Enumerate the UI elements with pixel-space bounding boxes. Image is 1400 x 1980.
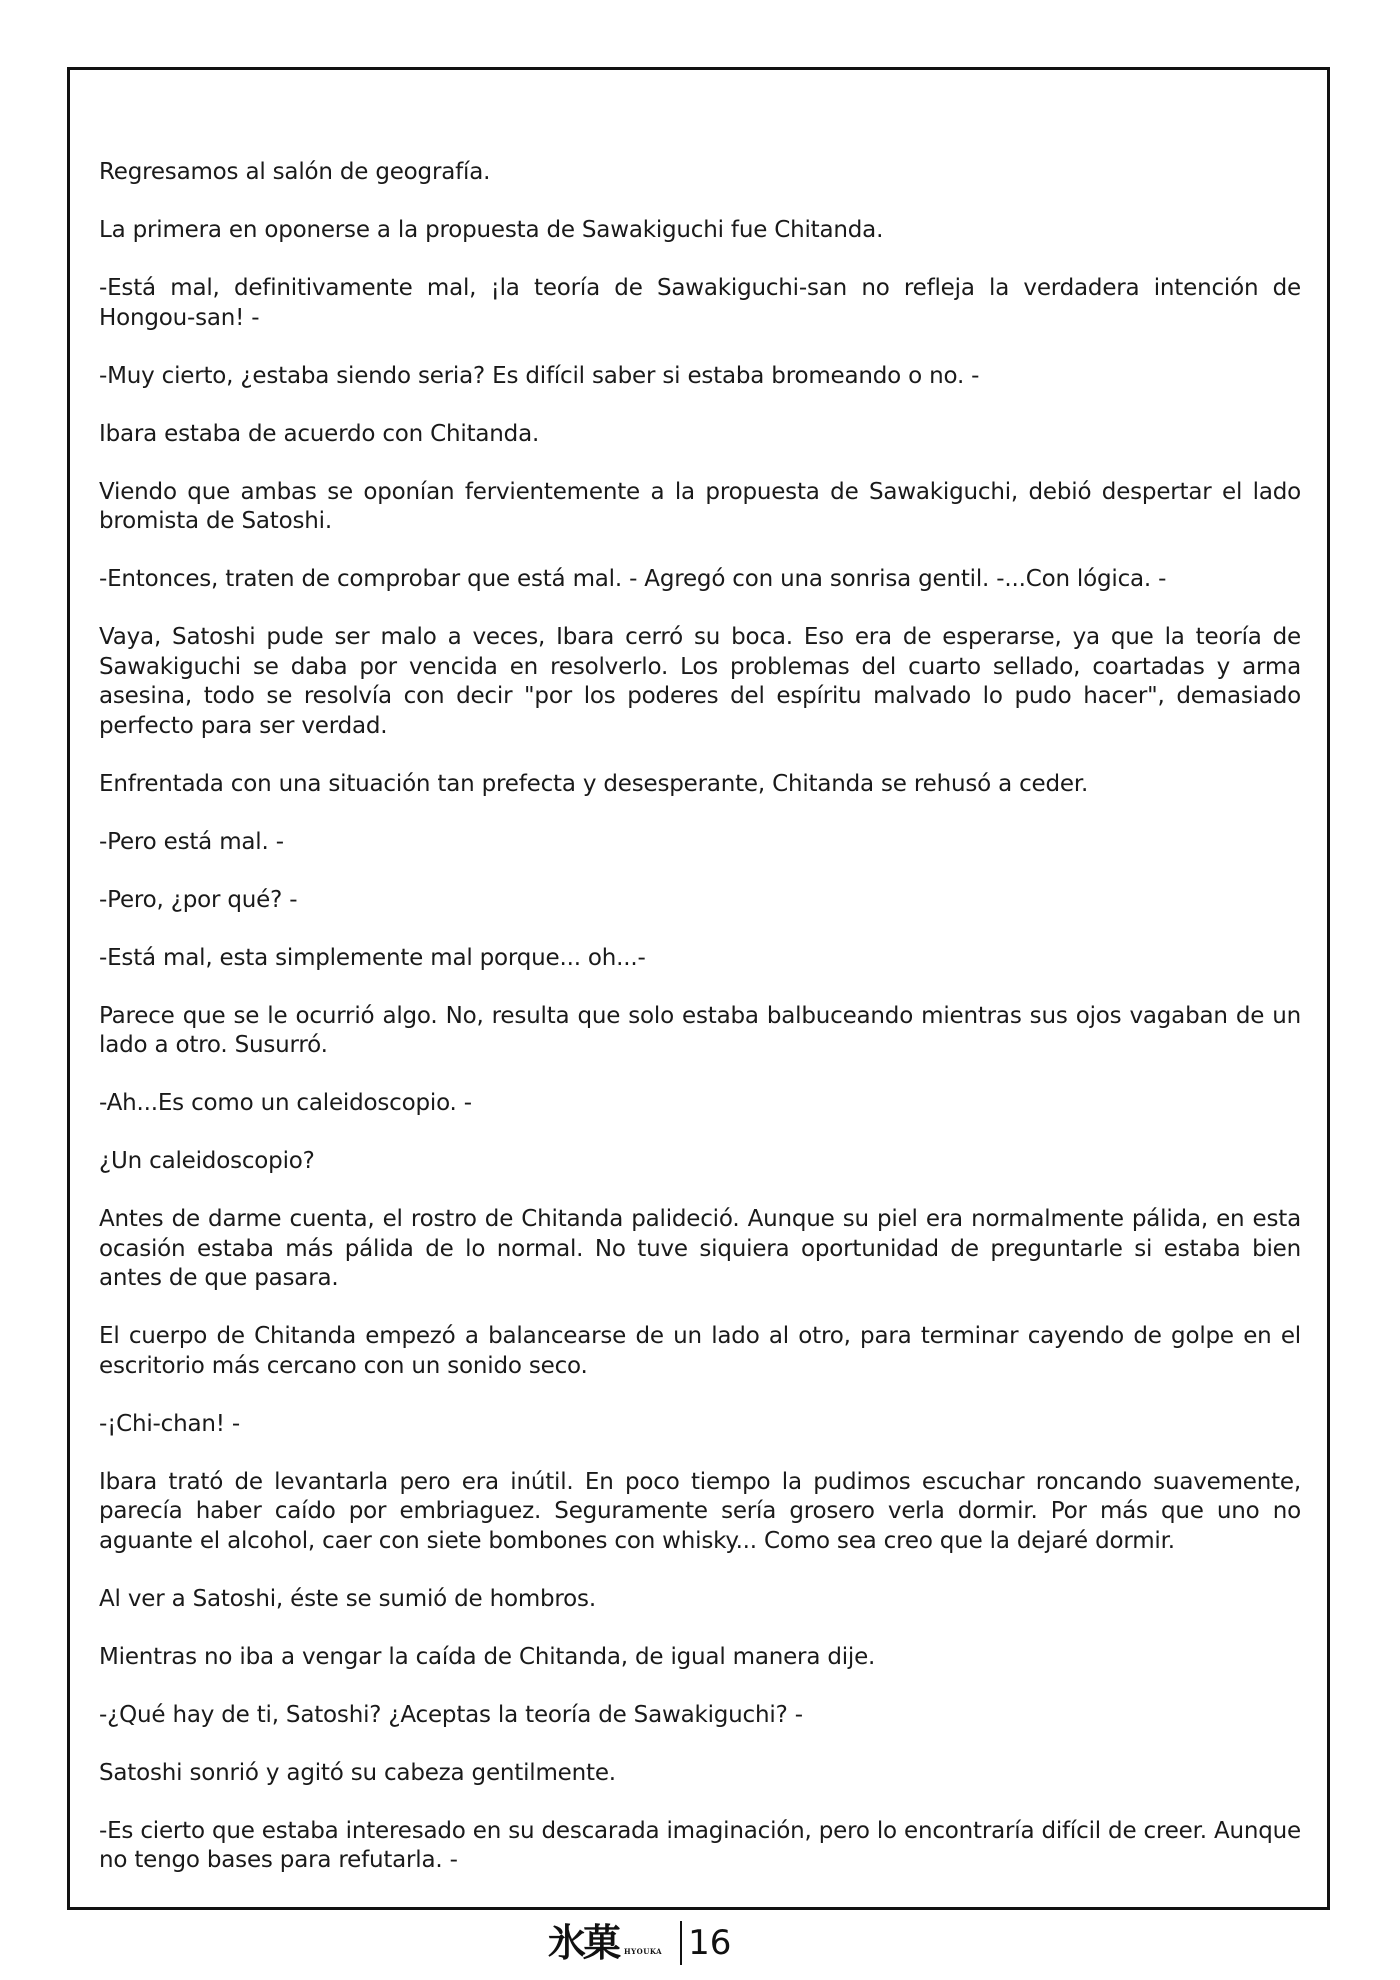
paragraph: La primera en oponerse a la propuesta de Sawakiguchi fue Chitanda. [99,217,884,243]
paragraph: -Entonces, traten de comprobar que está mal. - Agregó con una sonrisa gentil. -...Con lógica. - [99,566,1167,592]
paragraph: -Está mal, definitivamente mal, ¡la teoría de Sawakiguchi-san no refleja la verdadera intención de Hongou-san! - [99,275,1301,331]
paragraph: -Es cierto que estaba interesado en su descarada imaginación, pero lo encontraría difícil de creer. Aunque no tengo bases para refutarla. - [99,1817,1302,1873]
paragraph: El cuerpo de Chitanda empezó a balancearse de un lado al otro, para terminar cayendo de golpe en el escritorio más cercano con un sonido seco. [99,1323,1301,1379]
paragraph: ¿Un caleidoscopio? [99,1148,315,1174]
logo-kanji: 氷菓 [548,1920,619,1965]
paragraph: -Pero, ¿por qué? - [99,886,298,913]
paragraph: Mientras no iba a vengar la caída de Chitanda, de igual manera dije. [99,1643,876,1670]
paragraph: -¡Chi-chan! - [99,1410,240,1437]
paragraph: -Muy cierto, ¿estaba siendo seria? Es difícil saber si estaba bromeando o no. - [99,362,980,389]
paragraph: Viendo que ambas se oponían fervientemente a la propuesta de Sawakiguchi, debió despertar el lado bromista de Satoshi. [99,478,1301,534]
paragraph: Ibara trató de levantarla pero era inútil. En poco tiempo la pudimos escuchar roncando suavemente, parecía haber caído por embriaguez. Seguramente sería grosero verla dormir. Por más que uno no aguante el alcohol, caer con siete bombones con whisky... Como sea creo que la dejaré dormir. [99,1468,1301,1554]
hyouka-logo [548,1920,663,1965]
paragraph: Vaya, Satoshi pude ser malo a veces, Ibara cerró su boca. Eso era de esperarse, ya que la teoría de Sawakiguchi se daba por vencida en resolverlo. Los problemas del cuarto sellado, coartadas y arma asesina, todo se resolvía con decir "por los poderes del espíritu malvado lo pudo hacer", demasiado perfecto para ser verdad. [99,624,1301,739]
paragraph: Regresamos al salón de geografía. [99,159,491,185]
paragraph: Al ver a Satoshi, éste se sumió de hombros. [99,1585,596,1612]
paragraph: Antes de darme cuenta, el rostro de Chitanda palideció. Aunque su piel era normalmente pálida, en esta ocasión estaba más pálida de lo normal. No tuve siquiera oportunidad de preguntarle si estaba bien antes de que pasara. [99,1206,1301,1291]
paragraph: -Ah...Es como un caleidoscopio. - [99,1090,472,1116]
footer-divider [680,1921,682,1965]
paragraph: -Pero está mal. - [99,828,284,855]
logo-latin: HYOUKA [624,1947,663,1956]
page-footer [548,1918,731,1968]
paragraph: -Está mal, esta simplemente mal porque... oh...- [99,944,646,971]
paragraph: Satoshi sonrió y agitó su cabeza gentilmente. [99,1759,616,1786]
novel-text-body [99,158,1301,1904]
paragraph: -¿Qué hay de ti, Satoshi? ¿Aceptas la teoría de Sawakiguchi? - [99,1701,803,1728]
paragraph: Parece que se le ocurrió algo. No, resulta que solo estaba balbuceando mientras sus ojos vagaban de un lado a otro. Susurró. [99,1002,1301,1058]
paragraph: Ibara estaba de acuerdo con Chitanda. [99,420,540,447]
page-number: 16 [688,1923,732,1963]
paragraph: Enfrentada con una situación tan prefecta y desesperante, Chitanda se rehusó a ceder. [99,770,1089,797]
